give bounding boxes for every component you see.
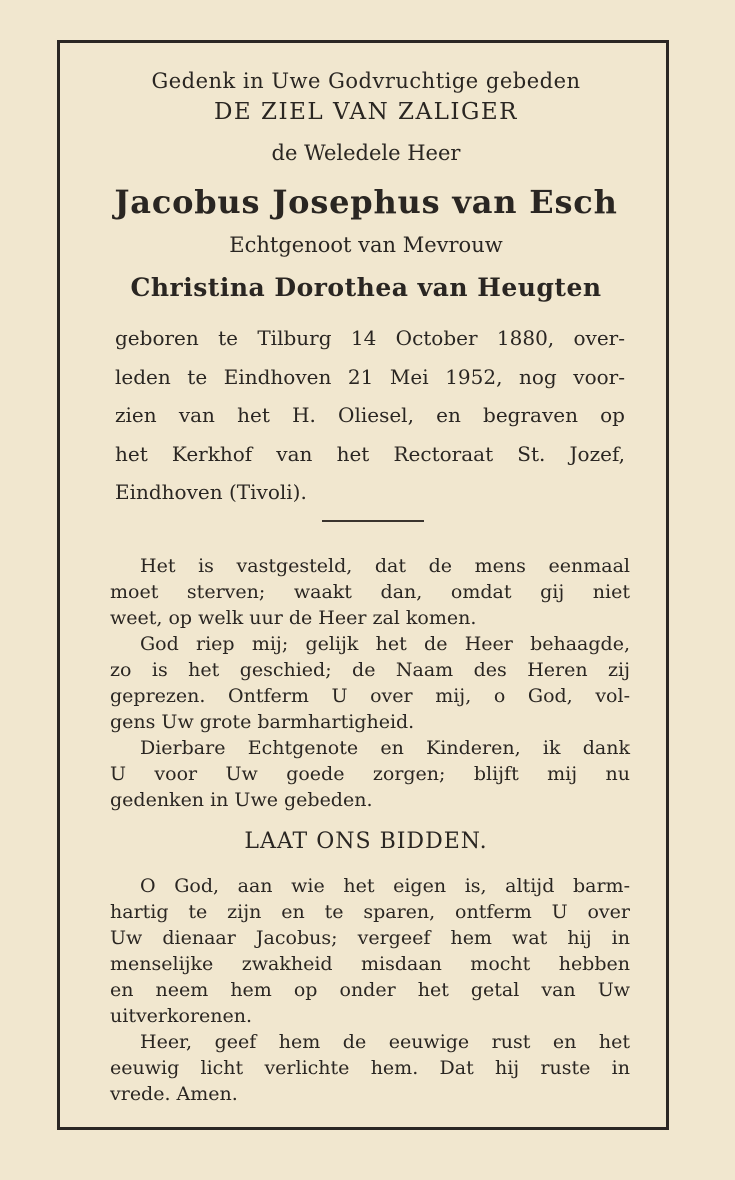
text-line: Uw dienaar Jacobus; vergeef hem wat hij in: [110, 927, 630, 949]
text-line: zo is het geschied; de Naam des Heren zij: [110, 659, 630, 681]
paragraph-2: [110, 631, 630, 735]
text-line: gedenken in Uwe gebeden.: [110, 789, 373, 811]
deceased-name: Jacobus Josephus van Esch: [114, 183, 618, 221]
header-line-5: Echtgenoot van Mevrouw: [229, 233, 503, 257]
bio-line: het Kerkhof van het Rectoraat St. Jozef,: [115, 441, 625, 466]
bio-line: zien van het H. Oliesel, en begraven op: [115, 403, 625, 427]
text-line: Heer, geef hem de eeuwige rust en het: [140, 1031, 630, 1053]
text-line: geprezen. Ontferm U over mij, o God, vol-: [110, 685, 630, 707]
bio-line: leden te Eindhoven 21 Mei 1952, nog voor-: [115, 364, 625, 389]
text-line: eeuwig licht verlichte hem. Dat hij ruste in: [110, 1057, 630, 1079]
text-line: hartig te zijn en te sparen, ontferm U over: [110, 901, 630, 923]
text-line: menselijke zwakheid misdaan mocht hebben: [110, 953, 630, 975]
spouse-name: Christina Dorothea van Heugten: [130, 273, 602, 302]
text-line: U voor Uw goede zorgen; blijft mij nu: [110, 763, 630, 785]
text-line: weet, op welk uur de Heer zal komen.: [110, 607, 477, 629]
text-line: Dierbare Echtgenote en Kinderen, ik dank: [140, 737, 630, 759]
text-line: O God, aan wie het eigen is, altijd barm-: [140, 875, 630, 897]
biography: [115, 319, 625, 512]
text-line: Het is vastgesteld, dat de mens eenmaal: [140, 555, 630, 577]
text-line: uitverkorenen.: [110, 1005, 253, 1027]
paragraph-3: [110, 735, 630, 813]
bio-line: Eindhoven (Tivoli).: [115, 480, 307, 504]
paragraph-1: [110, 553, 630, 631]
bio-line: geboren te Tilburg 14 October 1880, over-: [115, 326, 625, 350]
text-line: vrede. Amen.: [110, 1083, 238, 1105]
paragraph-5: [110, 1029, 630, 1107]
text-line: God riep mij; gelijk het de Heer behaagde,: [140, 633, 630, 655]
header-line-3: de Weledele Heer: [271, 141, 461, 165]
header-line-2: DE ZIEL VAN ZALIGER: [213, 99, 518, 125]
card-frame: [57, 40, 669, 1130]
prayer-title: LAAT ONS BIDDEN.: [244, 829, 488, 854]
header-line-1: Gedenk in Uwe Godvruchtige gebeden: [151, 69, 581, 93]
paragraph-4: [110, 873, 630, 1029]
divider: [322, 520, 424, 522]
text-line: moet sterven; waakt dan, omdat gij niet: [110, 581, 630, 603]
text-line: en neem hem op onder het getal van Uw: [110, 979, 630, 1001]
text-line: gens Uw grote barmhartigheid.: [110, 711, 415, 733]
